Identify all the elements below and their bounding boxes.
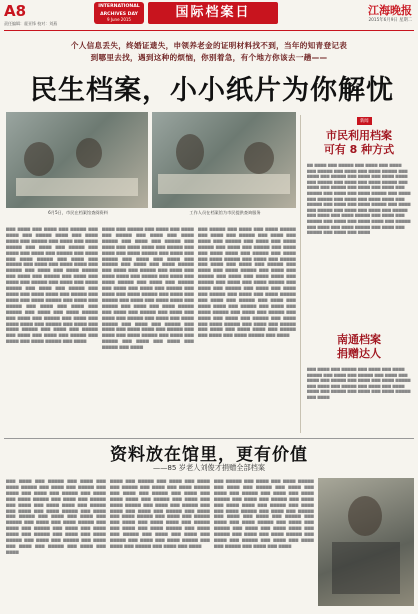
sidebar-box <box>300 115 414 433</box>
photo-donor-portrait <box>318 478 414 606</box>
second-article-column-1: ▆▆▆ ▆▆▆▆ ▆▆▆ ▆▆▆▆▆ ▆▆▆ ▆▆▆▆ ▆▆▆ ▆▆▆▆ ▆▆▆▆▆ ▆▆▆ ▆▆▆▆ ▆▆▆ ▆▆▆▆▆ ▆▆▆ ▆▆▆▆ ▆▆▆ ▆▆▆▆ ▆▆▆ ▆▆▆▆▆ ▆▆▆ ▆▆▆▆ ▆▆▆ ▆▆▆▆ ▆▆▆▆▆ ▆▆▆ ▆▆▆▆ ▆▆▆ ▆▆▆▆▆ ▆▆▆ ▆▆▆▆ ▆▆▆ ▆▆▆▆ ▆▆▆▆ ▆▆▆ ▆▆▆▆▆ ▆▆▆ ▆▆▆▆ ▆▆▆ ▆▆▆▆ ▆▆▆▆▆ ▆▆▆ ▆▆▆▆ ▆▆▆ ▆▆▆▆▆ ▆▆▆ ▆▆▆▆ ▆▆▆ ▆▆▆▆ ▆▆▆ ▆▆▆▆▆ ▆▆▆ ▆▆▆▆ ▆▆▆ ▆▆▆▆ ▆▆▆▆▆ ▆▆▆ ▆▆▆▆ ▆▆▆ ▆▆▆▆▆ ▆▆▆ ▆▆▆▆ ▆▆▆ ▆▆▆▆ ▆▆▆▆ ▆▆▆ ▆▆▆▆▆ ▆▆▆ ▆▆▆▆ ▆▆▆ ▆▆▆▆ ▆▆▆▆▆ ▆▆▆ ▆▆▆▆ ▆▆▆ ▆▆▆▆▆ ▆▆▆ ▆▆▆▆ ▆▆▆ ▆▆▆▆ ▆▆▆ ▆▆▆▆▆ ▆▆▆ ▆▆▆▆ ▆▆▆ ▆▆▆▆ <box>6 478 106 554</box>
sidebar-title-4: 捐赠达人 <box>337 347 381 360</box>
issue-date: 2015年6月9日 星期二 <box>368 18 412 23</box>
news-tag: 新闻 <box>357 117 372 125</box>
second-subhead: ——85 岁老人刘俊才捐赠全部档案 <box>152 463 266 472</box>
deck-line-1: 个人信息丢失，终婚证遗失，申领养老金的证明材料找不到，当年的知青登记表 <box>70 41 348 50</box>
sidebar-title-3: 南通档案 <box>337 333 381 346</box>
sidebar-list: ▆▆ ▆▆▆▆ ▆▆▆ ▆▆▆▆▆ ▆▆▆ ▆▆▆▆ ▆▆▆ ▆▆▆▆ ▆▆▆ ▆▆▆▆▆ ▆▆▆ ▆▆▆▆ ▆▆▆ ▆▆▆▆ ▆▆▆▆▆ ▆▆▆ ▆▆▆▆ ▆▆▆ ▆▆▆▆▆ ▆▆▆ ▆▆▆▆ ▆▆▆ ▆▆▆▆ ▆▆▆▆ ▆▆▆ ▆▆▆▆▆ ▆▆▆ ▆▆▆▆ ▆▆▆ ▆▆▆▆ ▆▆▆▆▆ ▆▆▆ ▆▆▆▆ ▆▆▆ ▆▆▆▆▆ ▆▆▆ ▆▆▆▆ ▆▆▆ ▆▆▆▆ ▆▆▆ ▆▆▆▆▆ ▆▆▆ ▆▆▆▆ ▆▆▆ ▆▆▆▆ ▆▆▆▆▆ ▆▆▆ ▆▆▆▆ ▆▆▆ ▆▆▆▆▆ ▆▆▆ ▆▆▆▆ ▆▆▆ ▆▆▆▆ ▆▆▆▆ ▆▆▆ ▆▆▆▆▆ ▆▆▆ ▆▆▆▆ ▆▆▆ ▆▆▆▆ ▆▆▆▆▆ ▆▆▆ ▆▆▆▆ ▆▆▆ ▆▆▆▆▆ ▆▆▆ ▆▆▆▆ ▆▆▆ ▆▆▆▆ ▆▆▆ ▆▆▆▆▆ ▆▆▆ ▆▆▆▆ ▆▆▆ ▆▆▆▆ ▆▆▆▆▆ ▆▆▆ ▆▆▆▆ ▆▆▆ ▆▆▆▆▆ ▆▆▆ ▆▆▆▆ ▆▆▆ ▆▆▆▆ ▆▆▆▆ ▆▆▆ ▆▆▆▆▆ ▆▆▆ ▆▆▆▆ ▆▆▆ ▆▆▆▆ ▆▆▆▆▆ ▆▆▆ ▆▆▆▆ ▆▆▆ ▆▆▆▆▆ ▆▆▆ ▆▆▆▆ ▆▆▆ ▆▆▆▆ <box>307 163 411 235</box>
photo-reading-room <box>6 112 148 208</box>
newspaper-name: 江海晚报 <box>368 4 412 17</box>
article-column-2: ▆▆▆▆ ▆▆▆ ▆▆▆▆▆ ▆▆▆ ▆▆▆▆ ▆▆▆ ▆▆▆▆ ▆▆▆ ▆▆▆▆▆ ▆▆▆ ▆▆▆▆ ▆▆▆ ▆▆▆▆ ▆▆▆▆▆ ▆▆▆ ▆▆▆▆ ▆▆▆ ▆▆▆▆▆ ▆▆▆ ▆▆▆▆ ▆▆▆ ▆▆▆▆ ▆▆▆▆ ▆▆▆ ▆▆▆▆▆ ▆▆▆ ▆▆▆▆ ▆▆▆ ▆▆▆▆ ▆▆▆▆▆ ▆▆▆ ▆▆▆▆ ▆▆▆ ▆▆▆▆▆ ▆▆▆ ▆▆▆▆ ▆▆▆ ▆▆▆▆ ▆▆▆ ▆▆▆▆▆ ▆▆▆ ▆▆▆▆ ▆▆▆ ▆▆▆▆ ▆▆▆▆▆ ▆▆▆ ▆▆▆▆ ▆▆▆ ▆▆▆▆▆ ▆▆▆ ▆▆▆▆ ▆▆▆ ▆▆▆▆ ▆▆▆▆ ▆▆▆ ▆▆▆▆▆ ▆▆▆ ▆▆▆▆ ▆▆▆ ▆▆▆▆ ▆▆▆▆▆ ▆▆▆ ▆▆▆▆ ▆▆▆ ▆▆▆▆▆ ▆▆▆ ▆▆▆▆ ▆▆▆ ▆▆▆▆ ▆▆▆ ▆▆▆▆▆ ▆▆▆ ▆▆▆▆ ▆▆▆ ▆▆▆▆ ▆▆▆▆▆ ▆▆▆ ▆▆▆▆ ▆▆▆ ▆▆▆▆▆ ▆▆▆ ▆▆▆▆ ▆▆▆ ▆▆▆▆ ▆▆▆▆ ▆▆▆ ▆▆▆▆▆ ▆▆▆ ▆▆▆▆ ▆▆▆ ▆▆▆▆ ▆▆▆▆▆ ▆▆▆ ▆▆▆▆ ▆▆▆ ▆▆▆▆▆ ▆▆▆ ▆▆▆▆ ▆▆▆ ▆▆▆▆ ▆▆▆ ▆▆▆▆▆ ▆▆▆ ▆▆▆▆ ▆▆▆ ▆▆▆▆ ▆▆▆▆▆ ▆▆▆ ▆▆▆▆ ▆▆▆ ▆▆▆▆▆ ▆▆▆ ▆▆▆▆ ▆▆▆ ▆▆▆▆ ▆▆▆▆ ▆▆▆ ▆▆▆▆▆ ▆▆▆ ▆▆▆▆ ▆▆▆ ▆▆▆▆ ▆▆▆▆▆ ▆▆▆ ▆▆▆▆ ▆▆▆ ▆▆▆▆▆ ▆▆▆ ▆▆▆▆ ▆▆▆ ▆▆▆▆ ▆▆▆ ▆▆▆▆▆ ▆▆▆ ▆▆▆▆ <box>102 226 194 350</box>
sidebar-donor-text: ▆▆▆ ▆▆▆▆ ▆▆▆ ▆▆▆▆▆ ▆▆▆ ▆▆▆▆ ▆▆▆ ▆▆▆▆ ▆▆▆▆▆ ▆▆▆ ▆▆▆▆ ▆▆▆ ▆▆▆▆▆ ▆▆▆ ▆▆▆▆ ▆▆▆ ▆▆▆▆ ▆▆▆ ▆▆▆▆▆ ▆▆▆ ▆▆▆▆ ▆▆▆ ▆▆▆▆ ▆▆▆▆▆ ▆▆▆ ▆▆▆▆ ▆▆▆ ▆▆▆▆▆ ▆▆▆ ▆▆▆▆ ▆▆▆ ▆▆▆▆ ▆▆▆▆ ▆▆▆ ▆▆▆▆▆ ▆▆▆ ▆▆▆▆ ▆▆▆ ▆▆▆▆ ▆▆▆▆▆ ▆▆▆ ▆▆▆▆ <box>307 367 411 399</box>
second-article-column-3: ▆▆▆ ▆▆▆▆▆ ▆▆▆ ▆▆▆▆ ▆▆▆ ▆▆▆▆ ▆▆▆▆▆ ▆▆▆ ▆▆▆▆ ▆▆▆ ▆▆▆▆▆ ▆▆▆ ▆▆▆▆ ▆▆▆ ▆▆▆▆ ▆▆▆ ▆▆▆▆▆ ▆▆▆ ▆▆▆▆ ▆▆▆ ▆▆▆▆ ▆▆▆▆▆ ▆▆▆ ▆▆▆▆ ▆▆▆ ▆▆▆▆▆ ▆▆▆ ▆▆▆▆ ▆▆▆ ▆▆▆▆ ▆▆▆▆ ▆▆▆ ▆▆▆▆▆ ▆▆▆ ▆▆▆▆ ▆▆▆ ▆▆▆▆ ▆▆▆▆▆ ▆▆▆ ▆▆▆▆ ▆▆▆ ▆▆▆▆▆ ▆▆▆ ▆▆▆▆ ▆▆▆ ▆▆▆▆ ▆▆▆ ▆▆▆▆▆ ▆▆▆ ▆▆▆▆ ▆▆▆ ▆▆▆▆ ▆▆▆▆▆ ▆▆▆ ▆▆▆▆ ▆▆▆ ▆▆▆▆▆ ▆▆▆ ▆▆▆▆ ▆▆▆ ▆▆▆▆ ▆▆▆▆ ▆▆▆ ▆▆▆▆▆ ▆▆▆ ▆▆▆▆ ▆▆▆ ▆▆▆▆ ▆▆▆▆▆ ▆▆▆ ▆▆▆▆ ▆▆▆ ▆▆▆▆▆ ▆▆▆ ▆▆▆▆ ▆▆▆ ▆▆▆▆ ▆▆▆ ▆▆▆▆▆ ▆▆▆ ▆▆▆▆ ▆▆▆ ▆▆▆▆ <box>214 478 314 548</box>
main-headline: 民生档案，小小纸片为你解忧 <box>30 75 394 106</box>
photo-caption-right: 工作人员在档案馆为市民提供查询服务 <box>189 210 261 215</box>
page-header <box>0 0 418 34</box>
second-article-column-2: ▆▆▆▆ ▆▆▆ ▆▆▆▆▆ ▆▆▆ ▆▆▆▆ ▆▆▆ ▆▆▆▆ ▆▆▆ ▆▆▆▆▆ ▆▆▆ ▆▆▆▆ ▆▆▆ ▆▆▆▆ ▆▆▆▆▆ ▆▆▆ ▆▆▆▆ ▆▆▆ ▆▆▆▆▆ ▆▆▆ ▆▆▆▆ ▆▆▆ ▆▆▆▆ ▆▆▆▆ ▆▆▆ ▆▆▆▆▆ ▆▆▆ ▆▆▆▆ ▆▆▆ ▆▆▆▆ ▆▆▆▆▆ ▆▆▆ ▆▆▆▆ ▆▆▆ ▆▆▆▆▆ ▆▆▆ ▆▆▆▆ ▆▆▆ ▆▆▆▆ ▆▆▆ ▆▆▆▆▆ ▆▆▆ ▆▆▆▆ ▆▆▆ ▆▆▆▆ ▆▆▆▆▆ ▆▆▆ ▆▆▆▆ ▆▆▆ ▆▆▆▆▆ ▆▆▆ ▆▆▆▆ ▆▆▆ ▆▆▆▆ ▆▆▆▆ ▆▆▆ ▆▆▆▆▆ ▆▆▆ ▆▆▆▆ ▆▆▆ ▆▆▆▆ ▆▆▆▆▆ ▆▆▆ ▆▆▆▆ ▆▆▆ ▆▆▆▆▆ ▆▆▆ ▆▆▆▆ ▆▆▆ ▆▆▆▆ ▆▆▆ ▆▆▆▆▆ ▆▆▆ ▆▆▆▆ ▆▆▆ ▆▆▆▆ ▆▆▆▆▆ ▆▆▆ ▆▆▆▆ ▆▆▆ ▆▆▆▆▆ ▆▆▆ ▆▆▆▆ ▆▆▆ ▆▆▆▆ <box>110 478 210 548</box>
photo-service-desk <box>152 112 296 208</box>
badge-date: 9 June 2015 <box>107 17 131 22</box>
page-number: A8 <box>4 2 27 20</box>
editor-credit: 责任编辑：霍亚锋 校对：刘燕 <box>4 21 58 26</box>
badge-line-1: INTERNATIONAL <box>98 4 140 9</box>
deck-line-2: 到哪里去找，遇到这种的烦恼，你别着急，有个地方你该去一趟—— <box>90 53 328 62</box>
sidebar-title-2: 可有 8 种方式 <box>323 143 395 156</box>
section-divider <box>4 438 414 439</box>
section-banner: 国际档案日 <box>148 2 278 24</box>
sidebar-title-1: 市民利用档案 <box>326 129 392 142</box>
photo-caption-left: 6月5日，市民在档案馆查阅资料 <box>48 210 108 215</box>
second-headline: 资料放在馆里，更有价值 <box>110 445 308 465</box>
header-divider <box>4 30 414 31</box>
article-column-1: ▆▆▆ ▆▆▆▆ ▆▆▆ ▆▆▆▆ ▆▆▆ ▆▆▆▆▆ ▆▆▆ ▆▆▆▆ ▆▆▆ ▆▆▆▆▆ ▆▆▆▆ ▆▆▆ ▆▆▆▆ ▆▆▆▆ ▆▆▆ ▆▆▆▆▆ ▆▆▆ ▆▆▆▆ ▆▆▆ ▆▆▆▆ ▆▆▆▆▆ ▆▆▆ ▆▆▆▆ ▆▆▆ ▆▆▆▆▆ ▆▆▆ ▆▆▆▆ ▆▆▆ ▆▆▆▆ ▆▆▆ ▆▆▆▆▆ ▆▆▆ ▆▆▆▆ ▆▆▆ ▆▆▆▆ ▆▆▆▆▆ ▆▆▆ ▆▆▆▆ ▆▆▆ ▆▆▆▆▆ ▆▆▆ ▆▆▆▆ ▆▆▆ ▆▆▆▆ ▆▆▆▆ ▆▆▆ ▆▆▆▆▆ ▆▆▆ ▆▆▆▆ ▆▆▆ ▆▆▆▆ ▆▆▆▆▆ ▆▆▆ ▆▆▆▆ ▆▆▆ ▆▆▆▆▆ ▆▆▆ ▆▆▆▆ ▆▆▆ ▆▆▆▆ ▆▆▆ ▆▆▆▆▆ ▆▆▆ ▆▆▆▆ ▆▆▆ ▆▆▆▆ ▆▆▆▆▆ ▆▆▆ ▆▆▆▆ ▆▆▆ ▆▆▆▆▆ ▆▆▆ ▆▆▆▆ ▆▆▆ ▆▆▆▆ ▆▆▆▆ ▆▆▆ ▆▆▆▆▆ ▆▆▆ ▆▆▆▆ ▆▆▆ ▆▆▆▆ ▆▆▆▆▆ ▆▆▆ ▆▆▆▆ ▆▆▆ ▆▆▆▆▆ ▆▆▆ ▆▆▆▆ ▆▆▆ ▆▆▆▆ ▆▆▆ ▆▆▆▆▆ ▆▆▆ ▆▆▆▆ ▆▆▆ ▆▆▆▆ ▆▆▆▆▆ ▆▆▆ ▆▆▆▆ ▆▆▆ ▆▆▆▆▆ ▆▆▆ ▆▆▆▆ ▆▆▆ ▆▆▆▆ ▆▆▆▆ ▆▆▆ ▆▆▆▆▆ ▆▆▆ ▆▆▆▆ ▆▆▆ ▆▆▆▆ ▆▆▆▆▆ ▆▆▆ ▆▆▆▆ ▆▆▆ ▆▆▆▆▆ ▆▆▆ ▆▆▆▆ ▆▆▆ ▆▆▆▆ ▆▆▆ ▆▆▆▆▆ ▆▆▆ ▆▆▆▆ ▆▆▆ ▆▆▆▆ ▆▆▆▆▆ ▆▆▆ ▆▆▆▆ <box>6 226 98 344</box>
archives-day-badge <box>94 2 144 24</box>
article-column-3: ▆▆▆ ▆▆▆▆▆ ▆▆▆ ▆▆▆▆ ▆▆▆ ▆▆▆▆ ▆▆▆▆▆ ▆▆▆ ▆▆▆▆ ▆▆▆ ▆▆▆▆▆ ▆▆▆ ▆▆▆▆ ▆▆▆ ▆▆▆▆ ▆▆▆ ▆▆▆▆▆ ▆▆▆ ▆▆▆▆ ▆▆▆ ▆▆▆▆ ▆▆▆▆▆ ▆▆▆ ▆▆▆▆ ▆▆▆ ▆▆▆▆▆ ▆▆▆ ▆▆▆▆ ▆▆▆ ▆▆▆▆ ▆▆▆▆ ▆▆▆ ▆▆▆▆▆ ▆▆▆ ▆▆▆▆ ▆▆▆ ▆▆▆▆ ▆▆▆▆▆ ▆▆▆ ▆▆▆▆ ▆▆▆ ▆▆▆▆▆ ▆▆▆ ▆▆▆▆ ▆▆▆ ▆▆▆▆ ▆▆▆ ▆▆▆▆▆ ▆▆▆ ▆▆▆▆ ▆▆▆ ▆▆▆▆ ▆▆▆▆▆ ▆▆▆ ▆▆▆▆ ▆▆▆ ▆▆▆▆▆ ▆▆▆ ▆▆▆▆ ▆▆▆ ▆▆▆▆ ▆▆▆▆ ▆▆▆ ▆▆▆▆▆ ▆▆▆ ▆▆▆▆ ▆▆▆ ▆▆▆▆ ▆▆▆▆▆ ▆▆▆ ▆▆▆▆ ▆▆▆ ▆▆▆▆▆ ▆▆▆ ▆▆▆▆ ▆▆▆ ▆▆▆▆ ▆▆▆ ▆▆▆▆▆ ▆▆▆ ▆▆▆▆ ▆▆▆ ▆▆▆▆ ▆▆▆▆▆ ▆▆▆ ▆▆▆▆ ▆▆▆ ▆▆▆▆▆ ▆▆▆ ▆▆▆▆ ▆▆▆ ▆▆▆▆ ▆▆▆▆ ▆▆▆ ▆▆▆▆▆ ▆▆▆ ▆▆▆▆ ▆▆▆ ▆▆▆▆ ▆▆▆▆▆ ▆▆▆ ▆▆▆▆ ▆▆▆ ▆▆▆▆▆ ▆▆▆ ▆▆▆▆ ▆▆▆ ▆▆▆▆ ▆▆▆ ▆▆▆▆▆ ▆▆▆ ▆▆▆▆ ▆▆▆ ▆▆▆▆ ▆▆▆▆▆ ▆▆▆ ▆▆▆▆ ▆▆▆ ▆▆▆▆▆ ▆▆▆ ▆▆▆▆ ▆▆▆ ▆▆▆▆ ▆▆▆▆ ▆▆▆ ▆▆▆▆▆ ▆▆▆ ▆▆▆▆ ▆▆▆ ▆▆▆▆ ▆▆▆▆▆ ▆▆▆ ▆▆▆▆ <box>198 226 296 338</box>
badge-line-2: ARCHIVES DAY <box>100 11 138 17</box>
